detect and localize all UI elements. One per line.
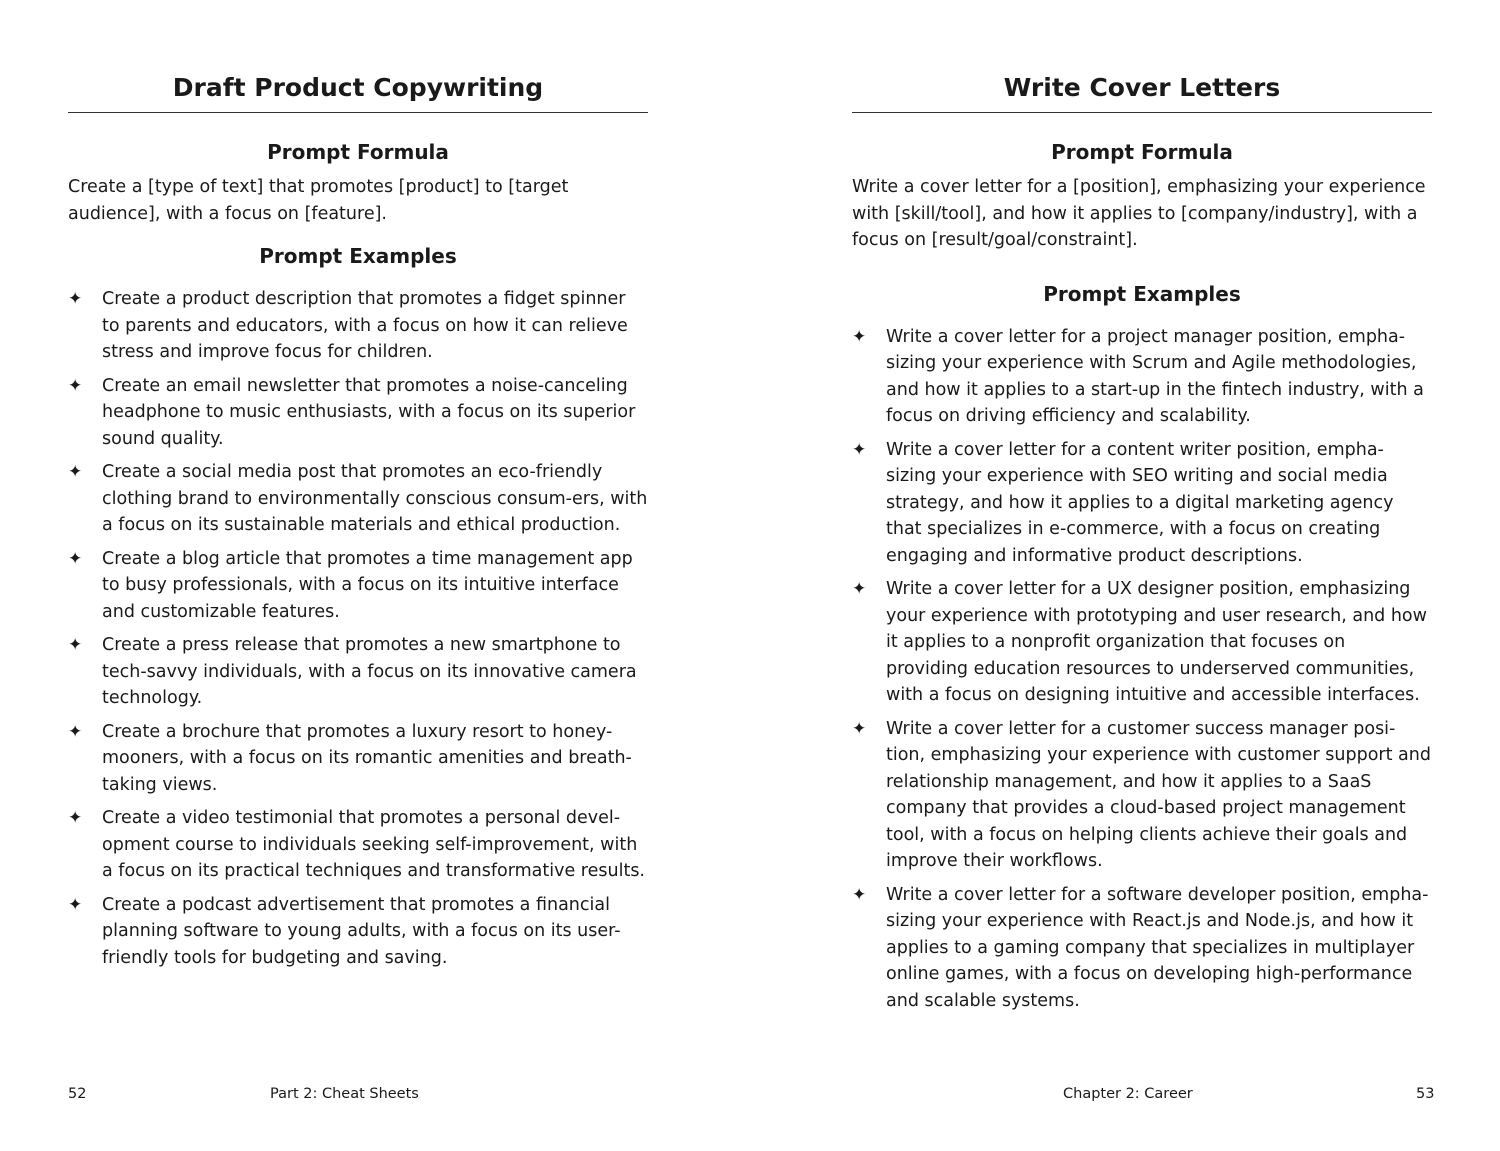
list-item [852, 576, 1432, 709]
four-point-star-icon: ✦ [68, 462, 83, 482]
four-point-star-icon: ✦ [852, 579, 867, 599]
list-item [852, 882, 1432, 1015]
list-item [852, 437, 1432, 570]
example-text: Create a social media post that promotes an eco-friendly clothing brand to environmentally conscious consum-ers, with a focus on its sustainable materials and ethical production. [102, 462, 648, 535]
four-point-star-icon: ✦ [68, 894, 83, 915]
running-footer: Chapter 2: Career [1063, 1086, 1193, 1102]
page-title: Draft Product Copywriting [172, 73, 544, 102]
four-point-star-icon: ✦ [68, 548, 83, 569]
left-page [68, 0, 648, 978]
example-text: Write a cover letter for a project manager position, empha-sizing your experience with Scrum and Agile methodologies, and how it applies to a start-up in the fintech industry, with a focus on driving efficiency and scalability. [886, 326, 1424, 426]
title-divider [68, 112, 648, 113]
example-text: Create a brochure that promotes a luxury resort to honey-mooners, with a focus on its romantic amenities and breath-taking views. [102, 721, 632, 795]
four-point-star-icon: ✦ [852, 439, 867, 460]
prompt-formula-text: Write a cover letter for a [position], emphasizing your experience with [skill/tool], and how it applies to [company/industry], with a focus on [result/goal/constraint]. [852, 177, 1426, 250]
four-point-star-icon: ✦ [68, 635, 83, 655]
four-point-star-icon: ✦ [852, 884, 867, 905]
list-item [852, 324, 1432, 430]
list-item [68, 286, 648, 366]
page-number: 53 [1416, 1086, 1435, 1102]
prompt-examples-list [68, 286, 648, 971]
example-text: Create a product description that promotes a fidget spinner to parents and educators, with a focus on how it can relieve stress and improve focus for children. [102, 289, 628, 362]
page-number: 52 [68, 1086, 87, 1102]
list-item [852, 716, 1432, 875]
prompt-examples-heading: Prompt Examples [259, 244, 457, 268]
list-item [68, 373, 648, 453]
right-page [852, 0, 1432, 1021]
example-text: Write a cover letter for a UX designer position, emphasizing your experience with prototyping and user research, and how it applies to a nonprofit organization that focuses on providing education resources to underserved communities, with a focus on designing intuitive and accessible interfaces. [886, 579, 1427, 705]
page-title: Write Cover Letters [1003, 73, 1281, 102]
example-text: Create an email newsletter that promotes a noise-canceling headphone to music enthusiasts, with a focus on its superior sound quality. [102, 375, 636, 449]
list-item [68, 459, 648, 539]
four-point-star-icon: ✦ [852, 326, 867, 347]
example-text: Write a cover letter for a customer success manager posi-tion, emphasizing your experience with customer support and relationship management, and how it applies to a SaaS company that provides a cloud-based project management tool, with a focus on helping clients achieve their goals and improve their workflows. [886, 718, 1431, 871]
list-item [68, 546, 648, 626]
list-item [68, 719, 648, 799]
example-text: Write a cover letter for a software developer position, empha-sizing your experience with React.js and Node.js, and how it applies to a gaming company that specializes in multiplayer online games, with a focus on developing high-performance and scalable systems. [886, 884, 1429, 1011]
example-text: Create a podcast advertisement that promotes a financial planning software to young adults, with a focus on its user-friendly tools for budgeting and saving. [102, 894, 621, 968]
prompt-formula-text: Create a [type of text] that promotes [product] to [target audience], with a focus on [feature]. [68, 177, 569, 224]
example-text: Write a cover letter for a content writer position, empha-sizing your experience with SEO writing and social media strategy, and how it applies to a digital marketing agency that specializes in e-commerce, with a focus on creating engaging and informative product descriptions. [886, 439, 1394, 566]
prompt-formula-heading: Prompt Formula [267, 140, 449, 164]
prompt-formula-heading: Prompt Formula [1051, 140, 1233, 164]
four-point-star-icon: ✦ [68, 289, 83, 309]
example-text: Create a video testimonial that promotes a personal devel-opment course to individuals seeking self-improvement, with a focus on its practical techniques and transformative results. [102, 808, 645, 881]
list-item [68, 892, 648, 972]
running-footer: Part 2: Cheat Sheets [270, 1086, 419, 1102]
title-divider [852, 112, 1432, 113]
four-point-star-icon: ✦ [68, 375, 83, 396]
list-item [68, 632, 648, 712]
list-item [68, 805, 648, 885]
four-point-star-icon: ✦ [852, 718, 867, 739]
four-point-star-icon: ✦ [68, 808, 83, 828]
example-text: Create a press release that promotes a new smartphone to tech-savvy individuals, with a focus on its innovative camera technology. [102, 635, 637, 708]
prompt-examples-heading: Prompt Examples [1043, 281, 1241, 306]
prompt-examples-list [852, 324, 1432, 1015]
example-text: Create a blog article that promotes a time management app to busy professionals, with a focus on its intuitive interface and customizable features. [102, 548, 633, 622]
four-point-star-icon: ✦ [68, 721, 83, 742]
